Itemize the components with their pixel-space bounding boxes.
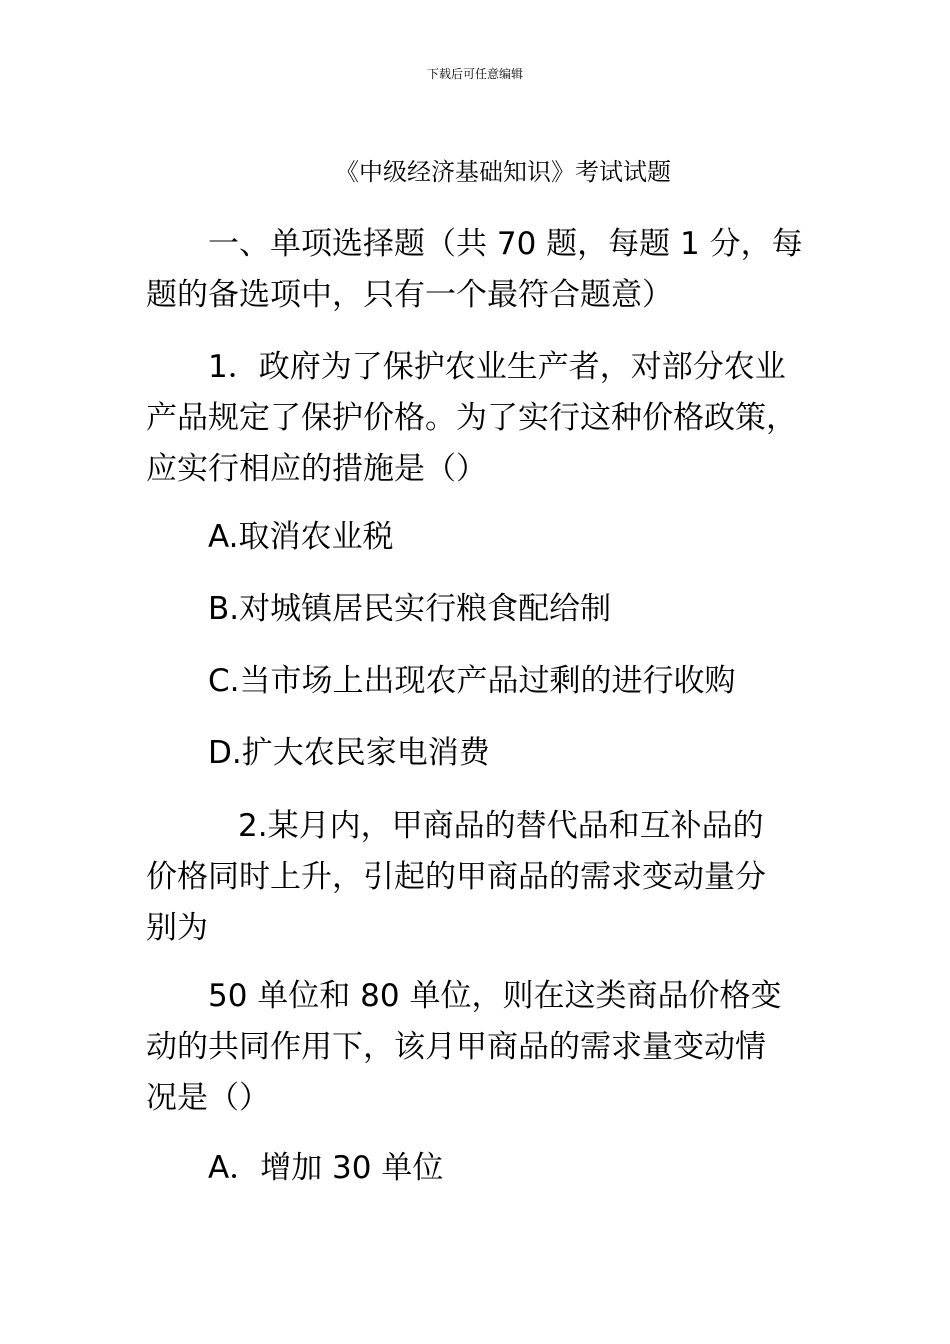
section-heading xyxy=(146,219,806,321)
question-2-stem-continued xyxy=(146,971,806,1124)
question-1-line: 应实行相应的措施是（） xyxy=(146,451,487,487)
question-2-line: 2.某月内，甲商品的替代品和互补品的 xyxy=(238,808,764,844)
question-2-line: 动的共同作用下，该月甲商品的需求量变动情 xyxy=(146,1029,766,1065)
question-2-line: 况是（） xyxy=(146,1080,270,1116)
question-1-option-c: C.当市场上出现农产品过剩的进行收购 xyxy=(208,663,736,699)
section-heading-line: 一、单项选择题（共 70 题，每题 1 分，每 xyxy=(208,226,803,262)
document-title: 《中级经济基础知识》考试试题 xyxy=(335,158,671,186)
question-1-line: 1．政府为了保护农业生产者，对部分农业 xyxy=(208,349,786,385)
question-2-line: 价格同时上升，引起的甲商品的需求变动量分 xyxy=(146,859,766,895)
question-1-option-a: A.取消农业税 xyxy=(208,519,394,555)
section-heading-line: 题的备选项中，只有一个最符合题意） xyxy=(146,277,673,313)
question-1-line: 产品规定了保护价格。为了实行这种价格政策， xyxy=(146,400,797,436)
question-2-line: 50 单位和 80 单位，则在这类商品价格变 xyxy=(208,978,782,1014)
question-2-line: 别为 xyxy=(146,910,208,946)
header-note: 下载后可任意编辑 xyxy=(426,67,523,81)
question-1-option-d: D.扩大农民家电消费 xyxy=(208,735,490,771)
question-1-option-b: B.对城镇居民实行粮食配给制 xyxy=(208,591,612,627)
question-1-stem xyxy=(146,342,806,495)
question-2-stem xyxy=(146,801,806,954)
question-2-option-a: A．增加 30 单位 xyxy=(208,1150,444,1186)
